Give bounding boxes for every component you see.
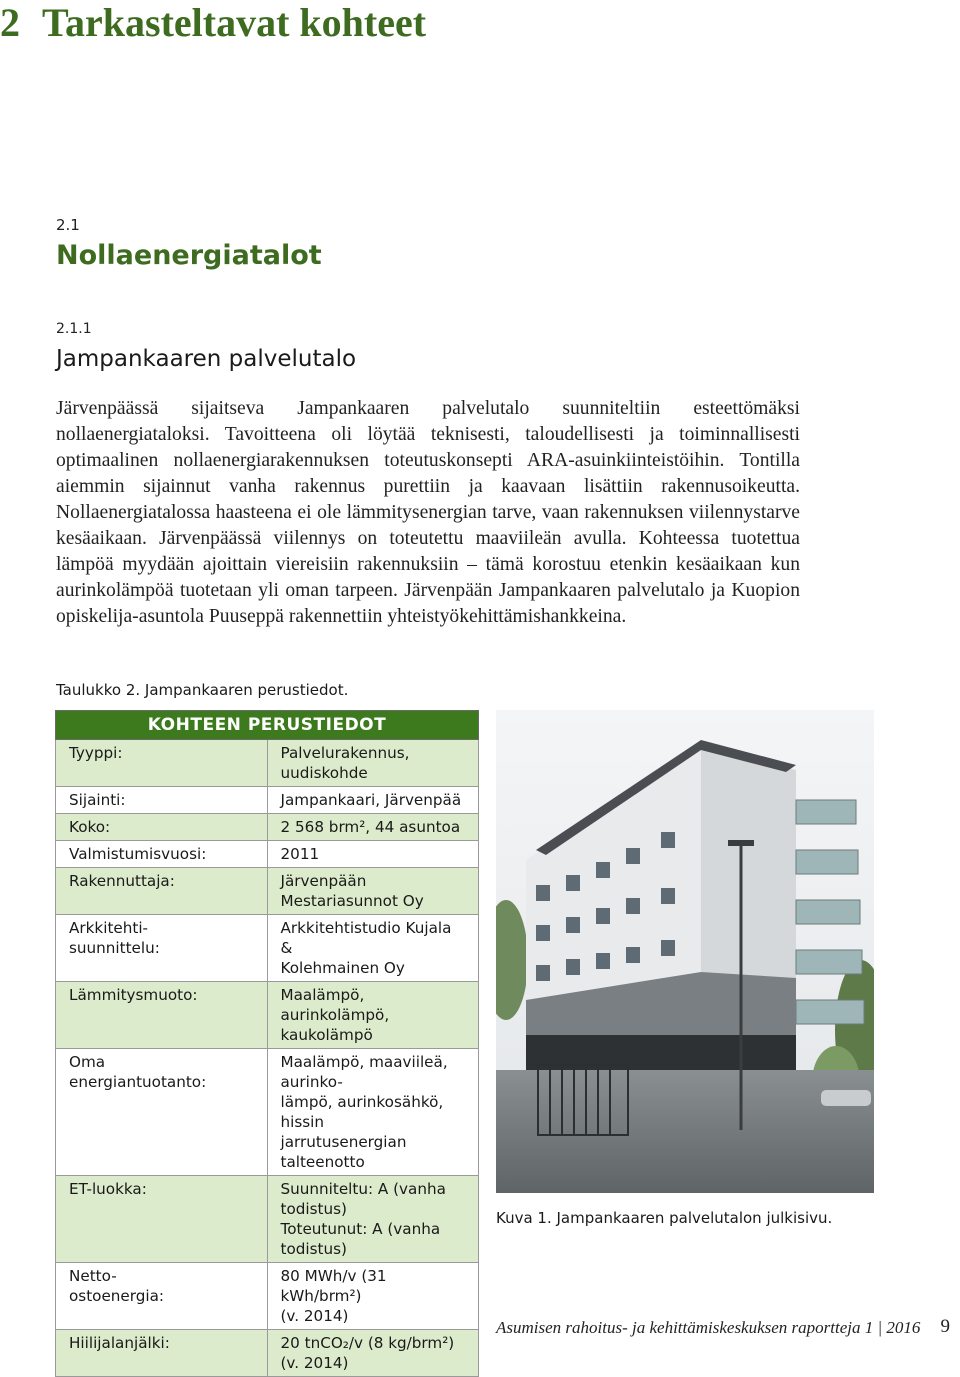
row-value: 2 568 brm², 44 asuntoa bbox=[267, 814, 479, 841]
row-key: Netto- ostoenergia: bbox=[56, 1263, 268, 1330]
table-row bbox=[56, 740, 479, 787]
subsection-title: Jampankaaren palvelutalo bbox=[56, 346, 357, 372]
row-key: Koko: bbox=[56, 814, 268, 841]
row-value: Maalämpö, maaviileä, aurinko- lämpö, aurinkosähkö, hissin jarrutusenergian talteenotto bbox=[267, 1049, 479, 1176]
table-body bbox=[56, 740, 479, 1377]
table-row bbox=[56, 1049, 479, 1176]
row-value: 2011 bbox=[267, 841, 479, 868]
table-row bbox=[56, 841, 479, 868]
table-row bbox=[56, 1263, 479, 1330]
row-key: ET-luokka: bbox=[56, 1176, 268, 1263]
row-key: Valmistumisvuosi: bbox=[56, 841, 268, 868]
table-row bbox=[56, 915, 479, 982]
row-key: Oma energiantuotanto: bbox=[56, 1049, 268, 1176]
footer-text: Asumisen rahoitus- ja kehittämiskeskuksen raportteja 1 | 2016 bbox=[496, 1318, 921, 1337]
page-number: 9 bbox=[940, 1316, 950, 1337]
facts-table bbox=[55, 710, 479, 1377]
row-key: Sijainti: bbox=[56, 787, 268, 814]
table-caption: Taulukko 2. Jampankaaren perustiedot. bbox=[56, 681, 349, 699]
row-value: Jampankaari, Järvenpää bbox=[267, 787, 479, 814]
row-value: Suunniteltu: A (vanha todistus) Toteutunut: A (vanha todistus) bbox=[267, 1176, 479, 1263]
photo-caption: Kuva 1. Jampankaaren palvelutalon julkisivu. bbox=[496, 1209, 833, 1227]
section-number: 2.1 bbox=[56, 216, 80, 234]
section-title: Nollaenergiatalot bbox=[56, 240, 322, 271]
row-key: Lämmitysmuoto: bbox=[56, 982, 268, 1049]
row-value: Maalämpö, aurinkolämpö, kaukolämpö bbox=[267, 982, 479, 1049]
row-key: Tyyppi: bbox=[56, 740, 268, 787]
table-row bbox=[56, 814, 479, 841]
table-row bbox=[56, 787, 479, 814]
table-row bbox=[56, 982, 479, 1049]
body-paragraph: Järvenpäässä sijaitseva Jampankaaren palvelutalo suunniteltiin esteettömäksi nollaenergiataloksi. Tavoitteena oli löytää teknisesti, taloudellisesti ja toiminnallisesti optimaalinen nollaenergiarakennuksen toteutuskonsepti ARA-asuinkiinteistöihin. Tontilla aiemmin sijainnut vanha rakennus purettiin ja kaavaan lisättiin rakennusoikeutta. Nollaenergiatalossa haasteena ei ole lämmitysenergian tarve, vaan rakennuksen viilennystarve kesäaikaan. Järvenpäässä viilennys on toteutettu maaviileän avulla. Kohteessa tuotettua lämpöä myydään ajoittain viereisiin rakennuksiin – tämä korostuu etenkin kesäaikaan kun aurinkolämpöä tuotetaan yli oman tarpeen. Järvenpään Jampankaaren palvelutalo ja Kuopion opiskelija-asuntola Puuseppä rakennettiin yhteistyökehittämishankkeina. bbox=[56, 398, 800, 627]
table-header: KOHTEEN PERUSTIEDOT bbox=[56, 711, 479, 740]
row-key: Arkkitehti- suunnittelu: bbox=[56, 915, 268, 982]
table-row bbox=[56, 1176, 479, 1263]
row-key: Rakennuttaja: bbox=[56, 868, 268, 915]
row-value: 80 MWh/v (31 kWh/brm²) (v. 2014) bbox=[267, 1263, 479, 1330]
row-value: Järvenpään Mestariasunnot Oy bbox=[267, 868, 479, 915]
table-row bbox=[56, 868, 479, 915]
table-row bbox=[56, 1330, 479, 1377]
subsection-number: 2.1.1 bbox=[56, 321, 92, 337]
chapter-title: Tarkasteltavat kohteet bbox=[42, 0, 427, 45]
row-key: Hiilijalanjälki: bbox=[56, 1330, 268, 1377]
chapter-number: 2 bbox=[0, 0, 20, 45]
chapter-heading bbox=[0, 0, 426, 46]
row-value: Arkkitehtistudio Kujala & Kolehmainen Oy bbox=[267, 915, 479, 982]
row-value: 20 tnCO₂/v (8 kg/brm²) (v. 2014) bbox=[267, 1330, 479, 1377]
row-value: Palvelurakennus, uudiskohde bbox=[267, 740, 479, 787]
building-photo bbox=[496, 710, 874, 1193]
